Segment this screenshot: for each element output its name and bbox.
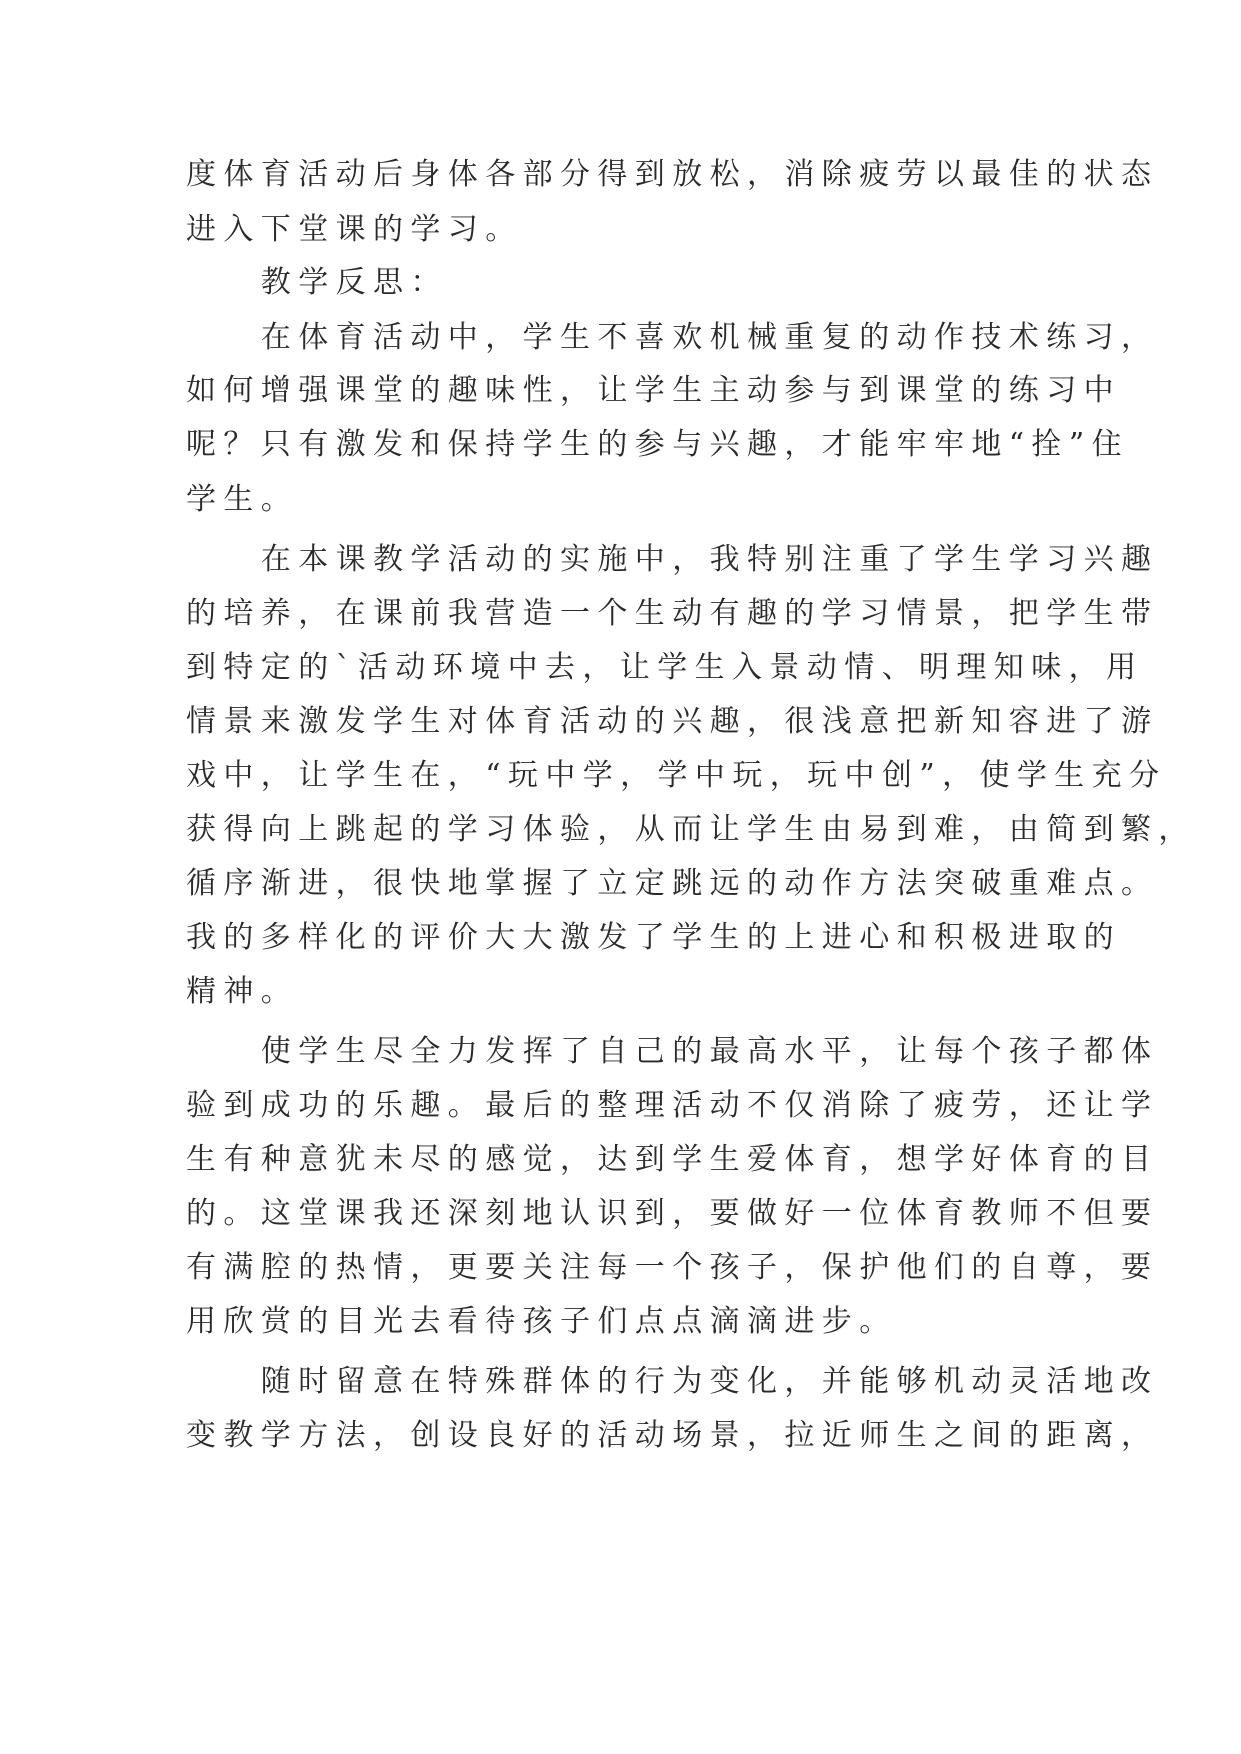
text-line: 呢？只有激发和保持学生的参与兴趣，才能牢牢地“拴”住	[186, 427, 1130, 462]
text-line: 用欣赏的目光去看待孩子们点点滴滴进步。	[186, 1304, 897, 1339]
text-line: 学生。	[186, 482, 299, 517]
text-line: 验到成功的乐趣。最后的整理活动不仅消除了疲劳，还让学	[186, 1088, 1159, 1123]
text-line: 我的多样化的评价大大激发了学生的上进心和积极进取的	[186, 920, 1121, 955]
text-line: 生有种意犹未尽的感觉，达到学生爱体育，想学好体育的目	[186, 1142, 1159, 1177]
text-line: 到特定的`活动环境中去，让学生入景动情、明理知味，用	[186, 650, 1144, 685]
text-line: 戏中，让学生在，“玩中学，学中玩，玩中创”，使学生充分	[186, 758, 1167, 793]
text-line: 在体育活动中，学生不喜欢机械重复的动作技术练习，	[186, 320, 1159, 355]
section-heading: 教学反思：	[186, 265, 448, 300]
text-line: 有满腔的热情，更要关注每一个孩子，保护他们的自尊，要	[186, 1250, 1159, 1285]
text-line: 如何增强课堂的趣味性，让学生主动参与到课堂的练习中	[186, 373, 1121, 408]
text-line: 的。这堂课我还深刻地认识到，要做好一位体育教师不但要	[186, 1196, 1159, 1231]
text-line: 的培养，在课前我营造一个生动有趣的学习情景，把学生带	[186, 596, 1159, 631]
text-line: 度体育活动后身体各部分得到放松，消除疲劳以最佳的状态	[186, 157, 1159, 192]
text-line: 情景来激发学生对体育活动的兴趣，很浅意把新知容进了游	[186, 704, 1159, 739]
text-line: 变教学方法，创设良好的活动场景，拉近师生之间的距离，	[186, 1418, 1159, 1453]
text-line: 进入下堂课的学习。	[186, 212, 523, 247]
text-line: 精神。	[186, 974, 299, 1009]
text-line: 使学生尽全力发挥了自己的最高水平，让每个孩子都体	[186, 1034, 1159, 1069]
text-line: 随时留意在特殊群体的行为变化，并能够机动灵活地改	[186, 1364, 1159, 1399]
text-line: 获得向上跳起的学习体验，从而让学生由易到难，由简到繁，	[186, 812, 1196, 847]
text-line: 在本课教学活动的实施中，我特别注重了学生学习兴趣	[186, 542, 1159, 577]
text-line: 循序渐进，很快地掌握了立定跳远的动作方法突破重难点。	[186, 866, 1159, 901]
